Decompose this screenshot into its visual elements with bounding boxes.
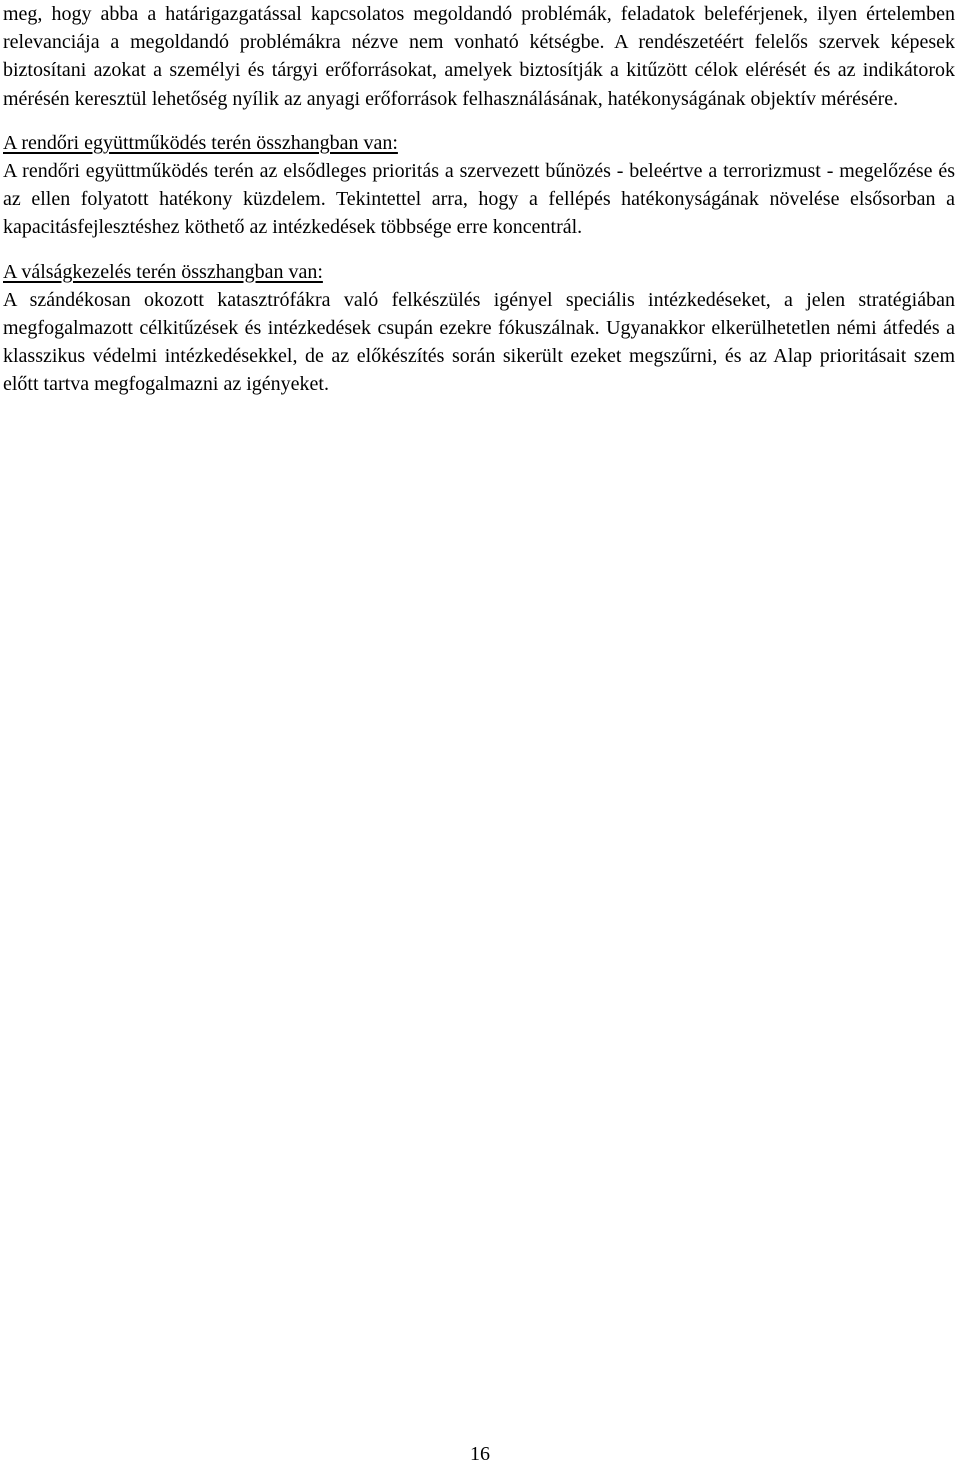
police-cooperation-section [3, 129, 955, 242]
intro-paragraph: meg, hogy abba a határigazgatással kapcsolatos megoldandó problémák, feladatok beleférjenek, ilyen értelemben relevanciája a megoldandó problémákra nézve nem vonható kétségbe. A rendészetéért felelős szervek képesek biztosítani azokat a személyi és tárgyi erőforrásokat, amelyek biztosítják a kitűzött célok elérését és az indikátorok mérésén keresztül lehetőség nyílik az anyagi erőforrások felhasználásának, hatékonyságának objektív mérésére. [3, 3, 955, 110]
crisis-management-heading: A válságkezelés terén összhangban van: [3, 260, 323, 283]
document-body [3, 0, 955, 399]
page-number: 16 [470, 1443, 490, 1465]
police-cooperation-heading-line [3, 129, 955, 157]
police-cooperation-paragraph: A rendőri együttműködés terén az elsődleges prioritás a szervezett bűnözés - beleértve a terrorizmust - megelőzése és az ellen folyatott hatékony küzdelem. Tekintettel arra, hogy a fellépés hatékonyságának növelése elsősorban a kapacitásfejlesztéshez köthető az intézkedések többsége erre koncentrál. [3, 160, 955, 239]
crisis-management-section [3, 258, 955, 399]
crisis-management-paragraph: A szándékosan okozott katasztrófákra való felkészülés igényel speciális intézkedéseket, a jelen stratégiában megfogalmazott célkitűzések és intézkedések csupán ezekre fókuszálnak. Ugyanakkor elkerülhetetlen némi átfedés a klasszikus védelmi intézkedésekkel, de az előkészítés során sikerült ezeket megszűrni, és az Alap prioritásait szem előtt tartva megfogalmazni az igényeket. [3, 288, 955, 396]
police-cooperation-heading: A rendőri együttműködés terén összhangban van: [3, 131, 398, 154]
crisis-management-heading-line [3, 258, 955, 286]
